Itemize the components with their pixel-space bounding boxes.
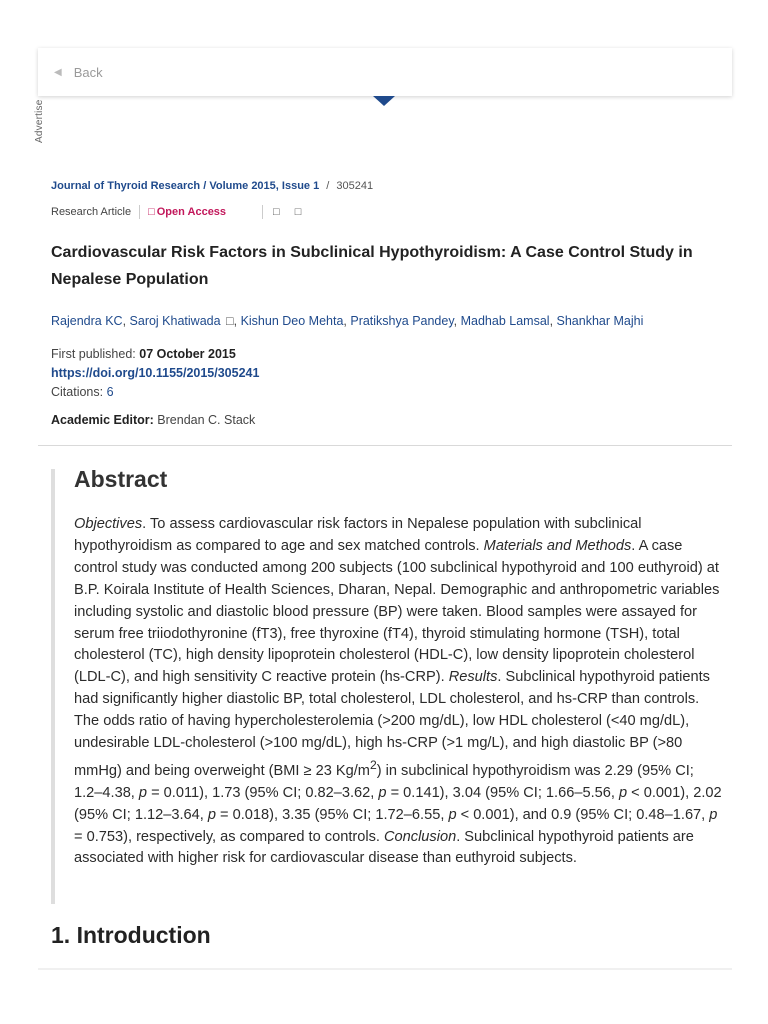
pointer-triangle bbox=[373, 96, 395, 106]
results-text: < 0.001), 2.02 (95% CI; 1.12–3.64, bbox=[74, 784, 722, 823]
academic-editor bbox=[51, 413, 255, 427]
abstract-text bbox=[74, 514, 722, 870]
results-label: Results bbox=[448, 669, 498, 686]
results-text: = 0.011), 1.73 (95% CI; 0.82–3.62, bbox=[147, 784, 379, 801]
p-value-symbol: p bbox=[207, 806, 216, 823]
results-text: = 0.141), 3.04 (95% CI; 1.66–5.56, bbox=[386, 784, 619, 801]
abstract-sidebar-rule bbox=[51, 469, 55, 904]
breadcrumb-journal-link[interactable]: Journal of Thyroid Research bbox=[51, 180, 201, 192]
author-list: Rajendra KC, Saroj Khatiwada □, Kishun Deo Mehta, Pratikshya Pandey, Madhab Lamsal, Shankhar Majhi bbox=[51, 314, 644, 328]
objectives-label: Objectives bbox=[74, 516, 143, 532]
conclusion-label: Conclusion bbox=[384, 828, 457, 845]
citations-count-link[interactable]: 6 bbox=[106, 385, 114, 399]
author-link[interactable]: Shankhar Majhi bbox=[556, 314, 644, 328]
open-access-badge: Open Access bbox=[156, 206, 227, 218]
back-bar[interactable] bbox=[38, 48, 732, 96]
methods-label: Materials and Methods bbox=[483, 537, 632, 554]
abstract-heading: Abstract bbox=[74, 466, 168, 492]
author-link[interactable]: Kishun Deo Mehta bbox=[240, 314, 344, 328]
breadcrumb-article-id: 305241 bbox=[336, 180, 374, 192]
superscript: 2 bbox=[369, 757, 377, 772]
chevron-left-icon[interactable]: ◀ bbox=[54, 66, 62, 78]
conclusion-text: . Subclinical hypothyroid patients are associated with higher risk for cardiovascular disease than euthyroid subjects. bbox=[74, 828, 694, 867]
results-text: < 0.001), and 0.9 (95% CI; 0.48–1.67, bbox=[456, 806, 710, 823]
breadcrumb-separator: / bbox=[326, 180, 330, 192]
author-link[interactable]: Pratikshya Pandey bbox=[350, 314, 454, 328]
mail-icon[interactable]: □ bbox=[226, 314, 234, 328]
publication-info bbox=[51, 345, 259, 402]
advertisement-label: Advertise bbox=[34, 99, 45, 143]
p-value-symbol: p bbox=[618, 784, 628, 801]
author-link[interactable]: Saroj Khatiwada bbox=[129, 314, 221, 328]
citations-label: Citations: bbox=[51, 385, 104, 399]
article-type: Research Article bbox=[51, 206, 132, 218]
breadcrumb-comma: , bbox=[275, 180, 279, 192]
article-meta-row bbox=[51, 205, 307, 219]
breadcrumb bbox=[51, 180, 373, 192]
back-button[interactable]: Back bbox=[73, 64, 103, 80]
share-icon[interactable]: □ □ bbox=[273, 206, 308, 218]
results-text: ) in subclinical hypothyroidism was 2.29 (95% CI; 1.2–4.38, bbox=[74, 762, 694, 801]
doi-link[interactable]: https://doi.org/10.1155/2015/305241 bbox=[51, 366, 260, 380]
open-lock-icon: □ bbox=[148, 206, 155, 218]
author-link[interactable]: Rajendra KC bbox=[51, 314, 123, 328]
p-value-symbol: p bbox=[378, 784, 387, 801]
p-value-symbol: p bbox=[138, 784, 148, 801]
meta-divider bbox=[139, 205, 140, 219]
p-value-symbol: p bbox=[709, 806, 718, 823]
breadcrumb-issue-link[interactable]: Issue 1 bbox=[281, 180, 320, 192]
results-text: . Subclinical hypothyroid patients had significantly higher diastolic BP, total cholesterol, LDL cholesterol, and hs-CRP than controls. The odds ratio of having hypercholesterolemia (>200 mg/dL), low HDL cholesterol (<40 mg/dL), undesirable LDL-cholesterol (>100 mg/dL), high hs-CRP (>1 mg/L), and high diastolic BP (>80 mmHg) and being overweight (BMI ≥ 23 Kg/m bbox=[74, 669, 710, 779]
methods-text: . A case control study was conducted among 200 subjects (100 subclinical hypothyroid and 100 euthyroid) at B.P. Koirala Institute of Health Sciences, Dharan, Nepal. Demographic and anthropometric variables including systolic and diastolic blood pressure (BP) were taken. Blood samples were assayed for serum free triiodothyronine (fT3), free thyroxine (fT4), thyroid stimulating hormone (TSH), total cholesterol (TC), high density lipoprotein cholesterol (HDL-C), low density lipoprotein cholesterol (LDL-C), and high sensitivity C reactive protein (hs-CRP). bbox=[74, 537, 720, 686]
meta-divider bbox=[262, 205, 263, 219]
editor-label: Academic Editor: bbox=[51, 413, 154, 427]
introduction-heading: 1. Introduction bbox=[51, 922, 211, 948]
first-published-label: First published: bbox=[51, 347, 136, 361]
results-text: = 0.753), respectively, as compared to controls. bbox=[74, 828, 384, 845]
objectives-text: . To assess cardiovascular risk factors in Nepalese population with subclinical hypothyroidism as compared to age and sex matched controls. bbox=[74, 516, 642, 554]
bottom-divider bbox=[38, 968, 732, 970]
results-text: = 0.018), 3.35 (95% CI; 1.72–6.55, bbox=[215, 806, 449, 823]
p-value-symbol: p bbox=[448, 806, 457, 823]
article-title: Cardiovascular Risk Factors in Subclinical Hypothyroidism: A Case Control Study in Nepalese Population bbox=[51, 244, 693, 288]
breadcrumb-volume-link[interactable]: Volume 2015 bbox=[209, 180, 276, 192]
breadcrumb-separator: / bbox=[203, 180, 207, 192]
editor-name: Brendan C. Stack bbox=[157, 413, 256, 427]
first-published-date: 07 October 2015 bbox=[139, 347, 236, 361]
section-divider bbox=[38, 445, 732, 446]
author-link[interactable]: Madhab Lamsal bbox=[460, 314, 550, 328]
